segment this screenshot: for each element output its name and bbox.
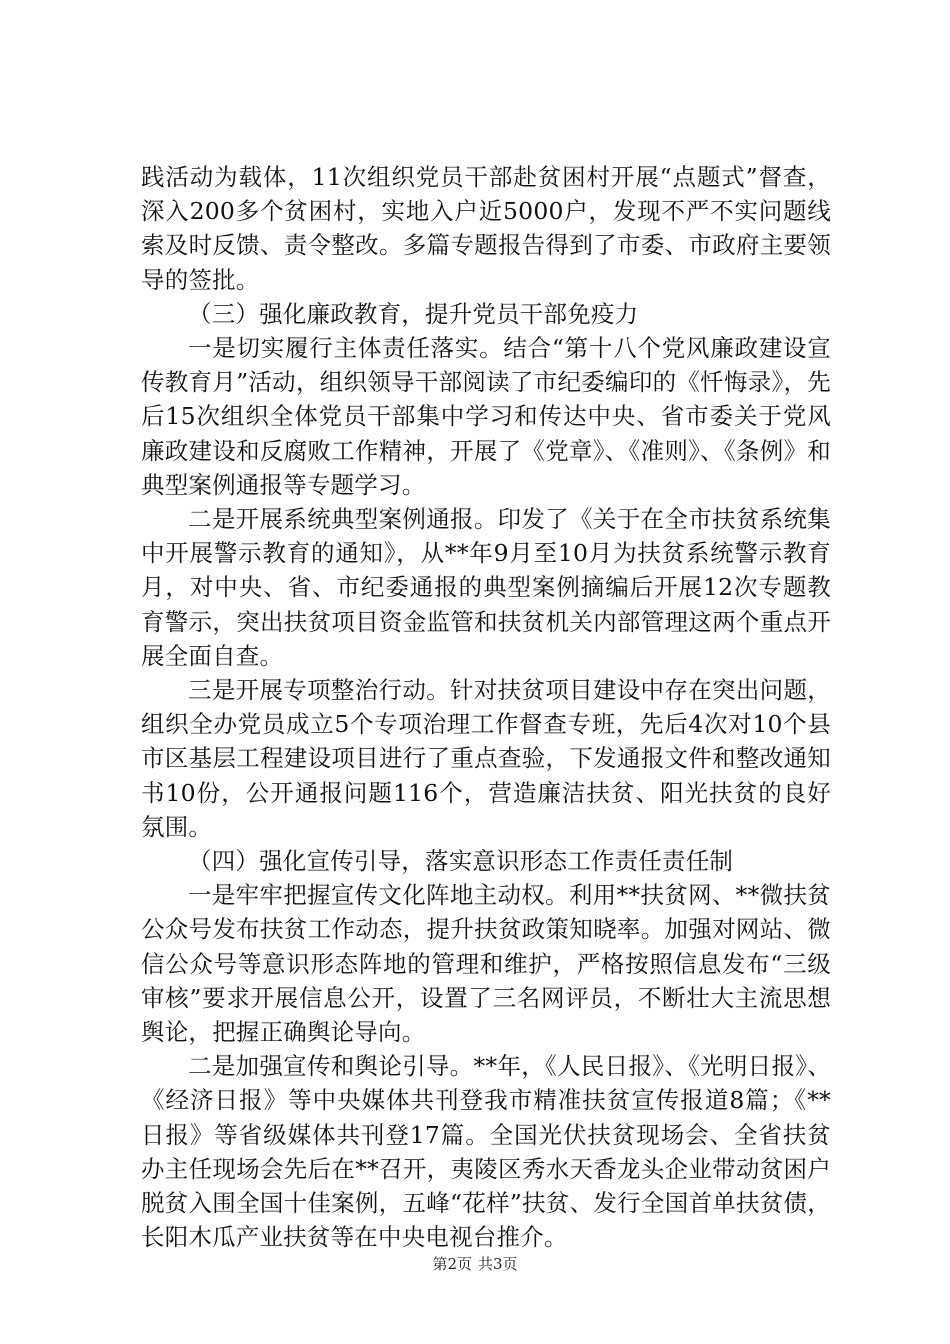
paragraph-media-guidance: 二是加强宣传和舆论引导。**年，《人民日报》、《光明日报》、《经济日报》等中央媒体共刊登我市精准扶贫宣传报道8篇；《**日报》等省级媒体共刊登17篇。全国光伏扶贫现场会、全省扶贫办主任现场会先后在**召开，夷陵区秀水天香龙头企业带动贫困户脱贫入围全国十佳案例，五峰“花样”扶贫、发行全国首单扶贫债，长阳木瓜产业扶贫等在中央电视台推介。 [141,1052,831,1252]
document-body [141,160,831,1255]
paragraph-special-rectification: 三是开展专项整治行动。针对扶贫项目建设中存在突出问题，组织全办党员成立5个专项治理工作督查专班，先后4次对10个县市区基层工程建设项目进行了重点查验，下发通报文件和整改通知书10份，公开通报问题116个，营造廉洁扶贫、阳光扶贫的良好氛围。 [141,676,831,841]
paragraph-publicity-position: 一是牢牢把握宣传文化阵地主动权。利用**扶贫网、**微扶贫公众号发布扶贫工作动态，提升扶贫政策知晓率。加强对网站、微信公众号等意识形态阵地的管理和维护，严格按照信息发布“三级审核”要求开展信息公开，设置了三名网评员，不断壮大主流思想舆论，把握正确舆论导向。 [141,881,831,1047]
page-footer [0,1254,950,1274]
page-number-total: 共3页 [478,1255,518,1273]
section-heading-four: （四）强化宣传引导，落实意识形态工作责任责任制 [188,847,734,876]
section-heading-three: （三）强化廉政教育，提升党员干部免疫力 [188,299,639,328]
paragraph-responsibility: 一是切实履行主体责任落实。结合“第十八个党风廉政建设宣传教育月”活动，组织领导干部阅读了市纪委编印的《忏悔录》，先后15次组织全体党员干部集中学习和传达中央、省市委关于党风廉政建设和反腐败工作精神，开展了《党章》、《准则》、《条例》和典型案例通报等专题学习。 [141,334,831,499]
page-number-current: 第2页 [432,1255,472,1273]
paragraph-case-notification: 二是开展系统典型案例通报。印发了《关于在全市扶贫系统集中开展警示教育的通知》，从**年9月至10月为扶贫系统警示教育月，对中央、省、市纪委通报的典型案例摘编后开展12次专题教育警示，突出扶贫项目资金监管和扶贫机关内部管理这两个重点开展全面自查。 [141,505,831,670]
paragraph-continuation: 践活动为载体，11次组织党员干部赴贫困村开展“点题式”督查，深入200多个贫困村，实地入户近5000户，发现不严不实问题线索及时反馈、责令整改。多篇专题报告得到了市委、市政府主要领导的签批。 [141,163,831,294]
